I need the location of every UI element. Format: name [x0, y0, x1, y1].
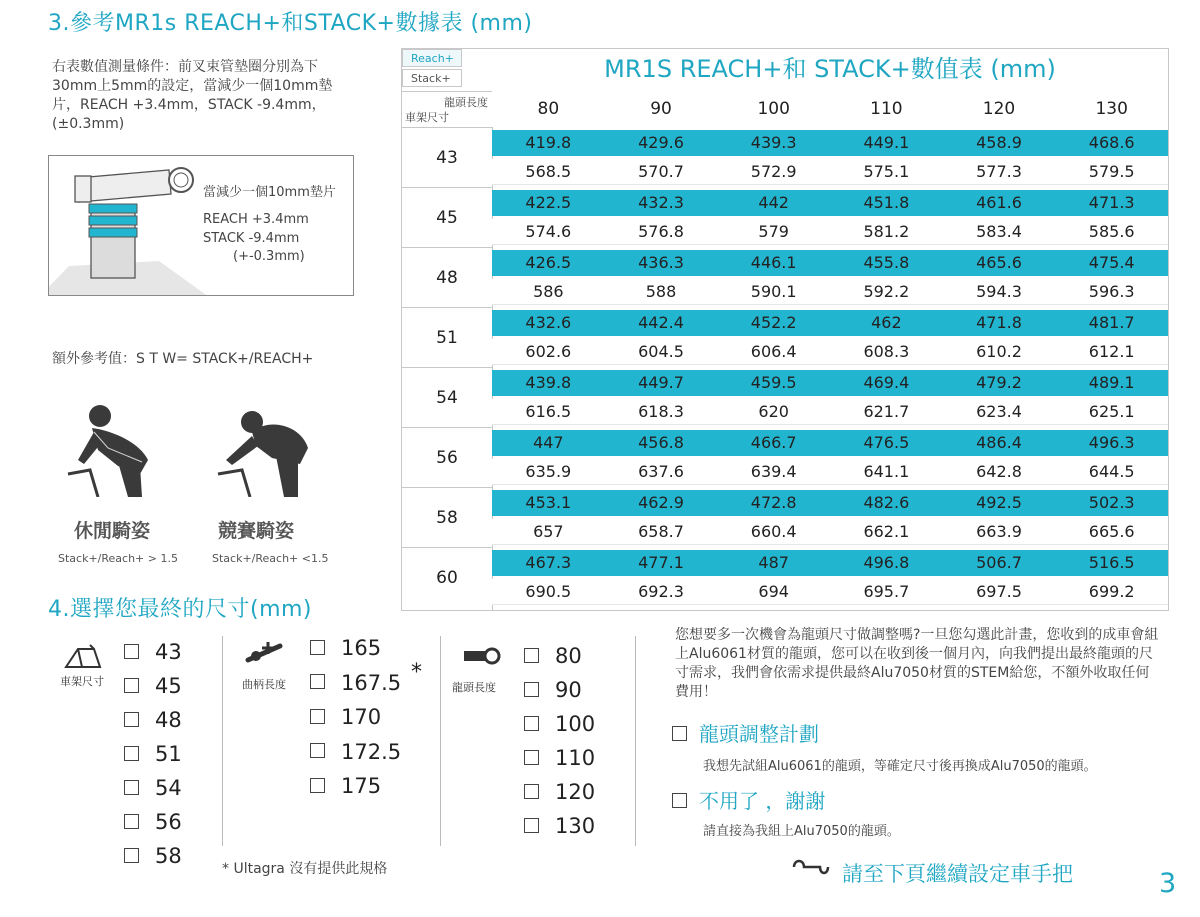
frame-size-checkbox[interactable] — [124, 712, 139, 727]
reach-value-cell: 481.7 — [1088, 313, 1135, 332]
reach-value-cell: 482.6 — [863, 493, 910, 512]
frame-size-cell: 60 — [402, 547, 492, 607]
stack-value-cell: 610.2 — [976, 342, 1022, 361]
stem-icon — [462, 645, 502, 667]
reach-value-cell: 442 — [758, 193, 789, 212]
frame-size-checkbox[interactable] — [124, 814, 139, 829]
stack-value-cell: 583.4 — [976, 222, 1022, 241]
stack-row — [492, 459, 1168, 485]
crank-length-option[interactable] — [310, 705, 381, 729]
stack-value-cell: 594.3 — [976, 282, 1022, 301]
measurement-conditions: 右表數值測量條件：前叉束管墊圈分別為下30mm上5mm的設定，當減少一個10mm墊片，REACH +3.4mm，STACK -9.4mm，(±0.3mm) — [52, 59, 333, 132]
stack-value-cell: 577.3 — [976, 162, 1022, 181]
frame-size-value: 58 — [155, 844, 182, 868]
reach-value-cell: 468.6 — [1088, 133, 1135, 152]
reach-value-cell: 487 — [758, 553, 789, 572]
stem-spacer-illustration — [48, 155, 354, 296]
stem-length-value: 100 — [555, 712, 596, 736]
stem-length-value: 80 — [555, 644, 582, 668]
frame-size-option[interactable] — [124, 742, 182, 766]
reach-value-cell: 472.8 — [750, 493, 797, 512]
crank-arm-icon — [244, 640, 290, 666]
reach-value-cell: 486.4 — [976, 433, 1022, 452]
stack-value-cell: 616.5 — [525, 402, 572, 421]
stack-value-cell: 644.5 — [1088, 462, 1135, 481]
reach-value-cell: 475.4 — [1088, 253, 1135, 272]
spacer-note: 當減少一個10mm墊片 — [203, 185, 336, 200]
page-number: 3 — [1159, 868, 1177, 899]
stem-length-cell: 110 — [870, 99, 903, 119]
reach-row — [492, 550, 1168, 576]
stack-legend-tag: Stack+ — [402, 69, 462, 87]
tolerance-note: (+-0.3mm) — [233, 249, 305, 264]
no-thanks-desc: 請直接為我組上Alu7050的龍頭。 — [703, 824, 900, 839]
stack-value-cell: 588 — [645, 282, 677, 301]
frame-size-option[interactable] — [124, 776, 182, 800]
stack-value-cell: 574.6 — [525, 222, 572, 241]
stack-value-cell: 606.4 — [750, 342, 797, 361]
casual-rider-icon — [58, 402, 168, 497]
crank-length-option[interactable] — [310, 671, 401, 695]
reach-value-cell: 471.3 — [1088, 193, 1135, 212]
stem-adjust-plan-option[interactable] — [672, 718, 819, 747]
stack-value-cell: 637.6 — [638, 462, 684, 481]
reach-value-cell: 467.3 — [525, 553, 572, 572]
frame-size-cell: 51 — [402, 307, 492, 367]
frame-size-cell: 45 — [402, 187, 492, 247]
reach-value-cell: 479.2 — [976, 373, 1022, 392]
frame-size-value: 48 — [155, 708, 182, 732]
stack-value-cell: 635.9 — [525, 462, 572, 481]
crank-length-option[interactable] — [310, 636, 381, 660]
stem-length-checkbox[interactable] — [524, 682, 539, 697]
stack-value-cell: 576.8 — [638, 222, 684, 241]
reach-row — [492, 250, 1168, 276]
casual-pose-label: 休閒騎姿 — [74, 520, 151, 542]
stem-length-header: 龍頭長度 — [444, 96, 488, 109]
reach-value-cell: 432.3 — [638, 193, 684, 212]
stack-value-cell: 658.7 — [638, 522, 684, 541]
frame-size-option[interactable] — [124, 674, 182, 698]
stack-value-cell: 694 — [758, 582, 789, 601]
stack-value-cell: 623.4 — [976, 402, 1022, 421]
reach-row — [492, 130, 1168, 156]
stem-length-option[interactable] — [524, 712, 595, 736]
stack-row — [492, 399, 1168, 425]
frame-size-checkbox[interactable] — [124, 780, 139, 795]
reach-value-cell: 455.8 — [863, 253, 910, 272]
stem-length-checkbox[interactable] — [524, 750, 539, 765]
reach-value-cell: 496.3 — [1088, 433, 1135, 452]
stack-value-cell: 572.9 — [750, 162, 797, 181]
reach-change-note: REACH +3.4mm — [203, 212, 309, 227]
reach-value-cell: 462.9 — [638, 493, 684, 512]
reach-value-cell: 458.9 — [976, 133, 1022, 152]
reach-row — [492, 490, 1168, 516]
stack-value-cell: 575.1 — [863, 162, 910, 181]
frame-size-cell: 54 — [402, 367, 492, 427]
reach-row — [492, 310, 1168, 336]
stack-row — [492, 579, 1168, 605]
stack-value-cell: 663.9 — [976, 522, 1022, 541]
reach-value-cell: 456.8 — [638, 433, 684, 452]
race-pose-condition: Stack+/Reach+ <1.5 — [212, 552, 329, 565]
stack-value-cell: 568.5 — [525, 162, 572, 181]
next-page-prompt: 請至下頁繼續設定車手把 — [842, 862, 1073, 886]
reach-value-cell: 459.5 — [750, 373, 797, 392]
frame-size-header: 車架尺寸 — [405, 111, 449, 124]
stem-length-value: 130 — [555, 814, 596, 838]
no-thanks-label: 不用了 ，謝謝 — [699, 789, 826, 813]
reach-value-cell: 469.4 — [863, 373, 910, 392]
stack-row — [492, 339, 1168, 365]
frame-size-value: 51 — [155, 742, 182, 766]
stack-value-cell: 602.6 — [525, 342, 572, 361]
crank-length-value: 165 — [341, 636, 382, 660]
stack-value-cell: 665.6 — [1088, 522, 1135, 541]
section3-title: 3.參考MR1s REACH+和STACK+數據表 (mm) — [48, 11, 533, 36]
table-title: MR1S REACH+和 STACK+數值表 (mm) — [604, 55, 1056, 83]
reach-value-cell: 502.3 — [1088, 493, 1135, 512]
reach-value-cell: 419.8 — [525, 133, 572, 152]
stack-value-cell: 660.4 — [750, 522, 797, 541]
stem-length-option[interactable] — [524, 746, 595, 770]
bike-frame-icon — [60, 643, 104, 671]
stack-value-cell: 570.7 — [638, 162, 684, 181]
reach-value-cell: 436.3 — [638, 253, 684, 272]
stack-value-cell: 586 — [533, 282, 564, 301]
frame-size-checkbox[interactable] — [124, 746, 139, 761]
stack-row — [492, 519, 1168, 545]
stack-value-cell: 579.5 — [1088, 162, 1135, 181]
reach-value-cell: 449.1 — [863, 133, 910, 152]
stack-value-cell: 699.2 — [1088, 582, 1135, 601]
stack-value-cell: 596.3 — [1088, 282, 1135, 301]
stack-value-cell: 692.3 — [638, 582, 684, 601]
frame-size-cell: 56 — [402, 427, 492, 487]
stack-value-cell: 695.7 — [863, 582, 910, 601]
stem-length-cell: 120 — [982, 99, 1016, 119]
stack-value-cell: 625.1 — [1088, 402, 1135, 421]
stack-value-cell: 579 — [758, 222, 789, 241]
reach-value-cell: 477.1 — [638, 553, 684, 572]
crank-asterisk: * — [411, 660, 422, 685]
frame-size-checkbox[interactable] — [124, 678, 139, 693]
stem-length-value: 120 — [555, 780, 596, 804]
reach-value-cell: 492.5 — [976, 493, 1022, 512]
stack-value-cell: 690.5 — [525, 582, 572, 601]
stack-value-cell: 642.8 — [976, 462, 1022, 481]
frame-size-option[interactable] — [124, 844, 182, 868]
frame-size-value: 56 — [155, 810, 182, 834]
stem-length-cell: 90 — [650, 99, 672, 119]
no-thanks-checkbox[interactable] — [672, 793, 687, 808]
stem-adjust-plan-desc: 我想先試組Alu6061的龍頭，等確定尺寸後再換成Alu7050的龍頭。 — [703, 759, 1097, 774]
reach-value-cell: 489.1 — [1088, 373, 1135, 392]
reach-value-cell: 516.5 — [1088, 553, 1135, 572]
reach-value-cell: 476.5 — [863, 433, 910, 452]
stack-value-cell: 612.1 — [1088, 342, 1135, 361]
reach-value-cell: 462 — [871, 313, 902, 332]
stack-value-cell: 581.2 — [863, 222, 910, 241]
crank-length-checkbox[interactable] — [310, 743, 325, 758]
stem-adjust-plan-label: 龍頭調整計劃 — [699, 722, 819, 746]
crank-length-checkbox[interactable] — [310, 778, 325, 793]
stack-row — [492, 159, 1168, 185]
reach-value-cell: 439.3 — [750, 133, 797, 152]
frame-size-value: 54 — [155, 776, 182, 800]
table-corner-header — [402, 91, 492, 127]
frame-size-option[interactable] — [124, 810, 182, 834]
stem-length-option[interactable] — [524, 678, 582, 702]
frame-size-option[interactable] — [124, 640, 182, 664]
crank-length-value: 172.5 — [341, 739, 402, 764]
stem-adjust-plan-checkbox[interactable] — [672, 726, 687, 741]
reach-value-cell: 451.8 — [863, 193, 910, 212]
stem-length-checkbox[interactable] — [524, 716, 539, 731]
stem-length-value: 90 — [555, 678, 582, 702]
ultegra-footnote: * Ultagra 沒有提供此規格 — [222, 861, 388, 877]
stack-value-cell: 585.6 — [1088, 222, 1135, 241]
stack-row — [492, 219, 1168, 245]
stack-value-cell: 639.4 — [750, 462, 797, 481]
stack-value-cell: 620 — [758, 402, 789, 421]
frame-size-option[interactable] — [124, 708, 182, 732]
frame-size-value: 43 — [155, 640, 182, 664]
stack-value-cell: 621.7 — [863, 402, 910, 421]
stem-length-checkbox[interactable] — [524, 784, 539, 799]
reach-value-cell: 446.1 — [750, 253, 797, 272]
reach-value-cell: 426.5 — [525, 253, 572, 272]
no-thanks-option[interactable] — [672, 785, 825, 814]
frame-size-cell: 58 — [402, 487, 492, 547]
reach-value-cell: 465.6 — [976, 253, 1022, 272]
reach-value-cell: 449.7 — [638, 373, 684, 392]
reach-value-cell: 439.8 — [525, 373, 572, 392]
reach-value-cell: 453.1 — [525, 493, 572, 512]
frame-size-checkbox[interactable] — [124, 848, 139, 863]
frame-size-cell: 48 — [402, 247, 492, 307]
stem-length-cell: 80 — [537, 99, 560, 119]
reach-row — [492, 430, 1168, 456]
crank-length-option[interactable] — [310, 740, 401, 764]
reach-value-cell: 461.6 — [976, 193, 1022, 212]
stack-change-note: STACK -9.4mm — [203, 231, 300, 246]
reach-value-cell: 422.5 — [525, 193, 572, 212]
race-rider-icon — [212, 402, 322, 497]
frame-size-label: 車架尺寸 — [60, 675, 104, 688]
handlebar-icon — [790, 857, 830, 881]
stack-value-cell: 618.3 — [638, 402, 684, 421]
stack-value-cell: 590.1 — [750, 282, 797, 301]
crank-length-checkbox[interactable] — [310, 709, 325, 724]
stem-upgrade-description: 您想要多一次機會為龍頭尺寸做調整嗎?一旦您勾選此計畫，您收到的成車會組上Alu6061材質的龍頭，您可以在收到後一個月內，向我們提出最終龍頭的尺寸需求，我們會依需求提供最終Alu7050材質的STEM給您，不額外收取任何費用！ — [675, 627, 1159, 700]
crank-length-value: 170 — [341, 705, 382, 729]
reach-legend-tag: Reach+ — [402, 49, 462, 67]
reach-value-cell: 496.8 — [863, 553, 910, 572]
stack-value-cell: 604.5 — [638, 342, 684, 361]
crank-length-value: 175 — [341, 774, 382, 798]
crank-length-checkbox[interactable] — [310, 674, 325, 689]
casual-pose-condition: Stack+/Reach+ > 1.5 — [58, 552, 178, 565]
crank-length-label: 曲柄長度 — [242, 678, 286, 691]
frame-size-value: 45 — [155, 674, 182, 698]
stem-length-checkbox[interactable] — [524, 648, 539, 663]
reach-value-cell: 466.7 — [750, 433, 797, 452]
stack-value-cell: 641.1 — [863, 462, 910, 481]
stack-value-cell: 608.3 — [863, 342, 910, 361]
stack-value-cell: 592.2 — [863, 282, 910, 301]
stem-length-value: 110 — [555, 746, 596, 770]
reach-value-cell: 442.4 — [638, 313, 684, 332]
stack-value-cell: 657 — [533, 522, 564, 541]
crank-length-value: 167.5 — [341, 670, 402, 695]
reach-value-cell: 471.8 — [976, 313, 1022, 332]
stack-value-cell: 662.1 — [863, 522, 910, 541]
crank-length-option[interactable] — [310, 774, 381, 798]
race-pose-label: 競賽騎姿 — [218, 520, 295, 542]
reach-value-cell: 429.6 — [638, 133, 684, 152]
stw-reference: 額外參考值：S T W= STACK+/REACH+ — [52, 351, 314, 367]
reach-row — [492, 370, 1168, 396]
stem-length-option[interactable] — [524, 814, 595, 838]
stem-length-option[interactable] — [524, 644, 582, 668]
reach-value-cell: 447 — [533, 433, 564, 452]
stem-length-header-row — [492, 91, 1168, 127]
frame-size-cell: 43 — [402, 127, 492, 187]
stack-row — [492, 279, 1168, 305]
reach-row — [492, 190, 1168, 216]
stem-length-checkbox[interactable] — [524, 818, 539, 833]
reach-stack-table — [401, 48, 1169, 611]
section4-title: 4.選擇您最終的尺寸(mm) — [48, 597, 313, 622]
stem-length-option[interactable] — [524, 780, 595, 804]
frame-size-checkbox[interactable] — [124, 644, 139, 659]
reach-value-cell: 506.7 — [976, 553, 1022, 572]
stack-value-cell: 697.5 — [976, 582, 1022, 601]
stem-length-cell: 130 — [1095, 99, 1128, 119]
stem-length-label: 龍頭長度 — [452, 681, 496, 694]
stem-length-cell: 100 — [757, 99, 790, 119]
reach-value-cell: 432.6 — [525, 313, 572, 332]
crank-length-checkbox[interactable] — [310, 640, 325, 655]
reach-value-cell: 452.2 — [750, 313, 797, 332]
